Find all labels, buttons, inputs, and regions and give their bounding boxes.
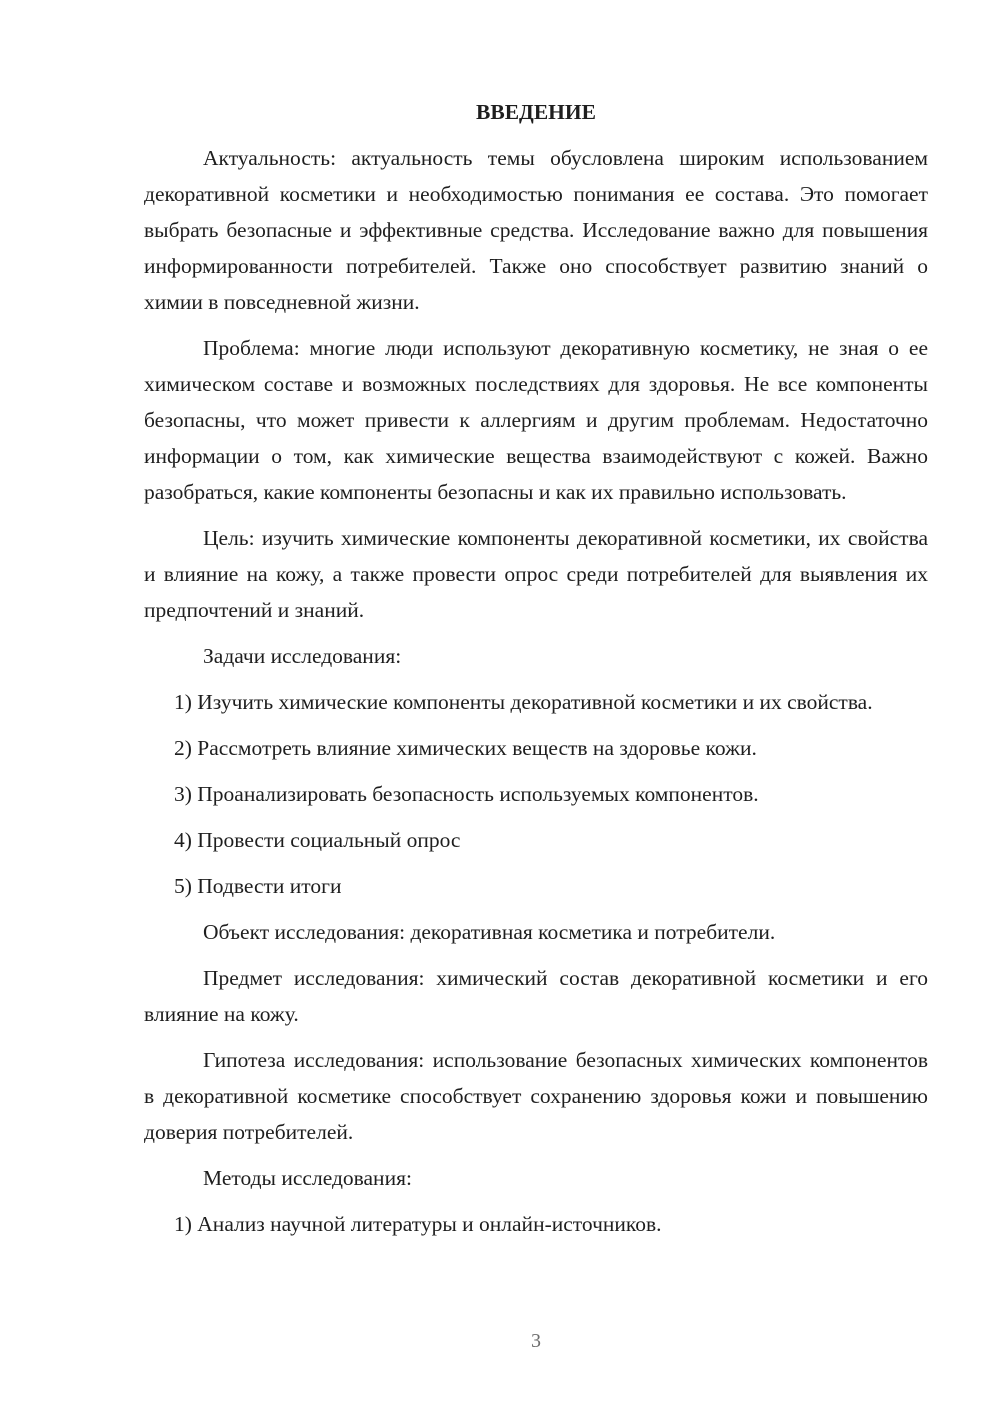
- page-title: ВВЕДЕНИЕ: [476, 100, 596, 124]
- goal-paragraph: Цель: изучить химические компоненты декоративной косметики, их свойства и влияние на кожу, а также провести опрос среди потребителей для выявления их предпочтений и знаний.: [144, 526, 928, 622]
- tasks-heading: Задачи исследования:: [203, 644, 402, 668]
- problem-paragraph: Проблема: многие люди используют декоративную косметику, не зная о ее химическом составе и возможных последствиях для здоровья. Не все компоненты безопасны, что может привести к аллергиям и другим проблемам. Недостаточно информации о том, как химические вещества взаимодействуют с кожей. Важно разобраться, какие компоненты безопасны и как их правильно использовать.: [144, 336, 928, 504]
- relevance-paragraph: Актуальность: актуальность темы обусловлена широким использованием декоративной косметики и необходимостью понимания ее состава. Это помогает выбрать безопасные и эффективные средства. Исследование важно для повышения информированности потребителей. Также оно способствует развитию знаний о химии в повседневной жизни.: [144, 146, 928, 314]
- document-page: [144, 94, 928, 1242]
- task-item-5: 5) Подвести итоги: [174, 874, 342, 898]
- page-number: 3: [531, 1330, 541, 1352]
- task-item-4: 4) Провести социальный опрос: [174, 828, 461, 852]
- object-paragraph: Объект исследования: декоративная косметика и потребители.: [203, 920, 776, 944]
- task-item-2: 2) Рассмотреть влияние химических веществ на здоровье кожи.: [174, 736, 757, 760]
- methods-heading: Методы исследования:: [203, 1166, 412, 1190]
- hypothesis-paragraph: Гипотеза исследования: использование безопасных химических компонентов в декоративной косметике способствует сохранению здоровья кожи и повышению доверия потребителей.: [144, 1048, 928, 1144]
- task-item-3: 3) Проанализировать безопасность используемых компонентов.: [174, 782, 759, 806]
- subject-paragraph: Предмет исследования: химический состав декоративной косметики и его влияние на кожу.: [144, 966, 928, 1026]
- method-item-1: 1) Анализ научной литературы и онлайн-источников.: [174, 1212, 662, 1236]
- task-item-1: 1) Изучить химические компоненты декоративной косметики и их свойства.: [174, 690, 873, 714]
